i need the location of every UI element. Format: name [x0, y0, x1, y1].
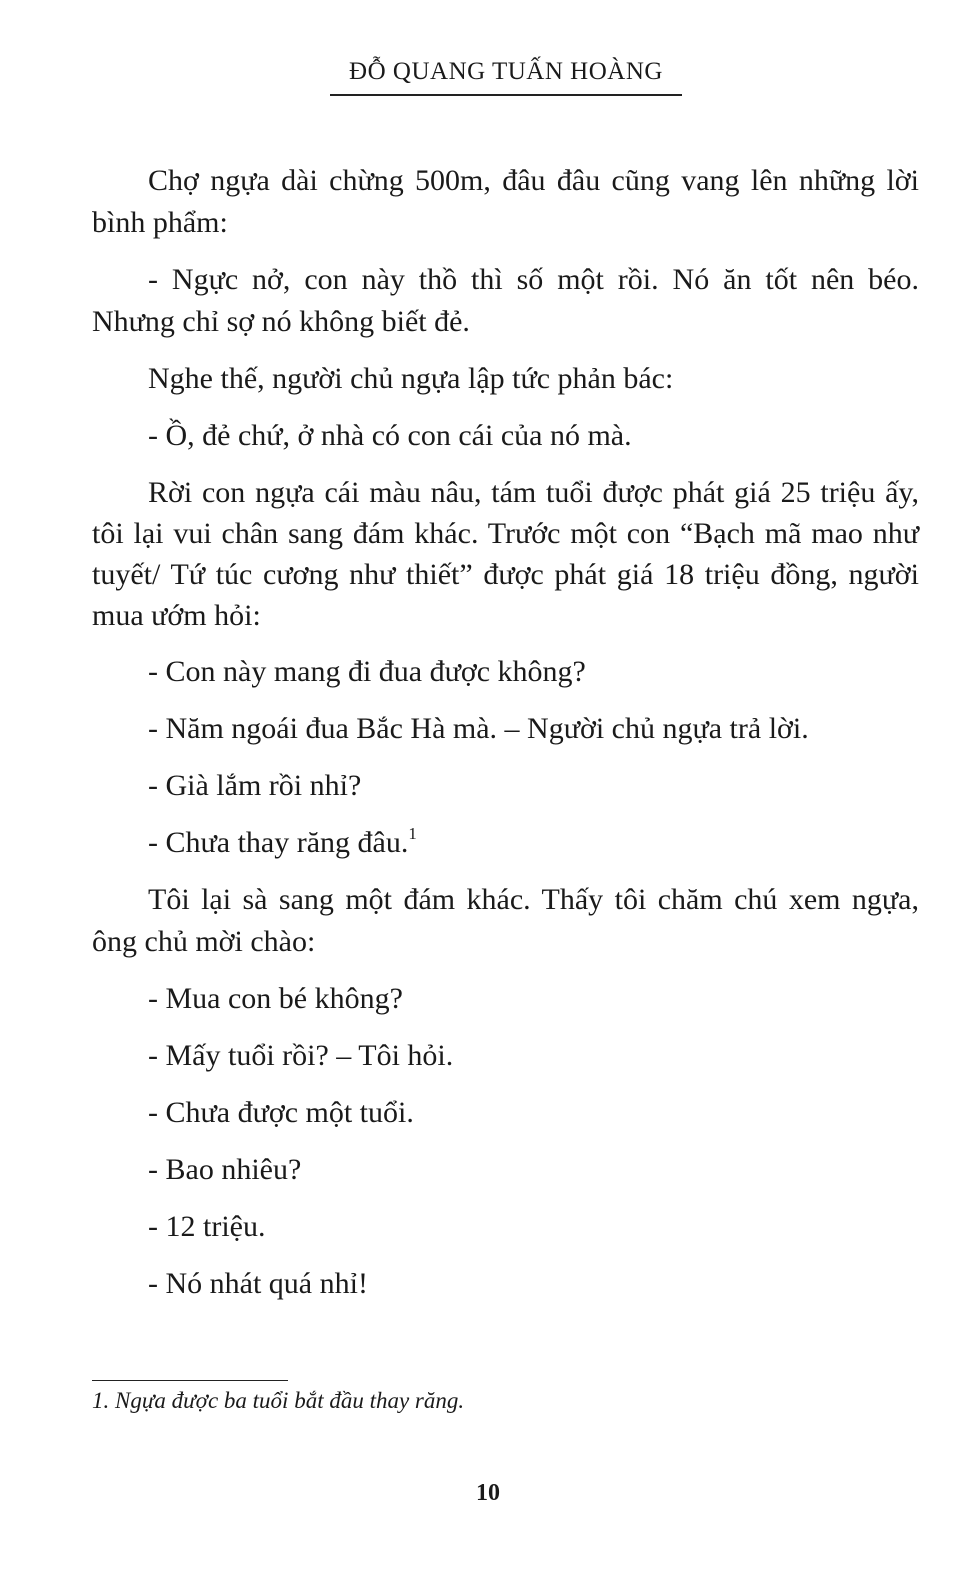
body-text — [92, 160, 919, 1320]
footnote-marker[interactable]: 1 — [408, 824, 417, 843]
dialogue-line: - Nó nhát quá nhỉ! — [148, 1267, 368, 1300]
dialogue-line: - Con này mang đi đua được không? — [148, 655, 586, 688]
paragraph: Nghe thế, người chủ ngựa lập tức phản bác: — [148, 362, 674, 395]
dialogue-line: - Năm ngoái đua Bắc Hà mà. – Người chủ ngựa trả lời. — [148, 712, 809, 745]
running-header: ĐỖ QUANG TUẤN HOÀNG — [330, 58, 682, 96]
dialogue-line: - Bao nhiêu? — [148, 1153, 302, 1186]
dialogue-line: - Mấy tuổi rồi? – Tôi hỏi. — [148, 1039, 454, 1072]
dialogue-line: - Ngực nở, con này thồ thì số một rồi. Nó ăn tốt nên béo. Nhưng chỉ sợ nó không biết đẻ. — [92, 263, 919, 338]
footnote: 1. Ngựa được ba tuổi bắt đầu thay răng. — [92, 1388, 465, 1413]
page-number: 10 — [476, 1480, 500, 1506]
paragraph: Rời con ngựa cái màu nâu, tám tuổi được phát giá 25 triệu ấy, tôi lại vui chân sang đám khác. Trước một con “Bạch mã mao như tuyết/ Tứ túc cương như thiết” được phát giá 18 triệu đồng, người mua ướm hỏi: — [92, 476, 919, 632]
paragraph: Tôi lại sà sang một đám khác. Thấy tôi chăm chú xem ngựa, ông chủ mời chào: — [92, 883, 919, 958]
dialogue-text: - Chưa thay răng đâu. — [148, 826, 409, 859]
dialogue-line: - Ồ, đẻ chứ, ở nhà có con cái của nó mà. — [148, 419, 632, 452]
paragraph: Chợ ngựa dài chừng 500m, đâu đâu cũng vang lên những lời bình phẩm: — [92, 164, 919, 239]
dialogue-line — [92, 822, 919, 864]
dialogue-line: - Mua con bé không? — [148, 982, 403, 1015]
dialogue-line: - 12 triệu. — [148, 1210, 266, 1243]
footnote-separator — [92, 1380, 288, 1381]
dialogue-line: - Già lắm rồi nhỉ? — [148, 769, 362, 802]
dialogue-line: - Chưa được một tuổi. — [148, 1096, 414, 1129]
